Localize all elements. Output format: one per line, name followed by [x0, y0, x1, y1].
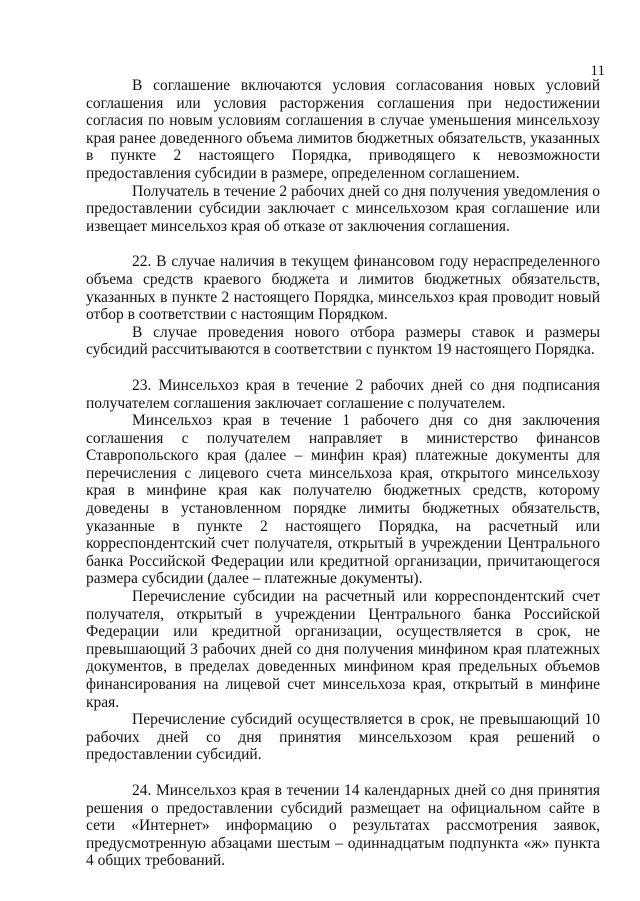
paragraph: Минсельхоз края в течение 1 рабочего дня со дня заключения соглашения с получателем направляет в министерство финансов Ставропольского края (далее – минфин края) платежные документы для перечисления с лицевого счета минсельхоза края, открытого минсельхозу края в минфине края как получателю бюджетных средств, которому доведены в установленном порядке лимиты бюджетных обязательств, указанные в пункте 2 настоящего Порядка, на расчетный или корреспондентский счет получателя, открытый в учреждении Центрального банка Российской Федерации или кредитной организации, причитающегося размера субсидии (далее – платежные документы).: [86, 412, 600, 588]
paragraph: Перечисление субсидии на расчетный или корреспондентский счет получателя, открытый в учреждении Центрального банка Российской Федерации или кредитной организации, осуществляется в срок, не превышающий 3 рабочих дней со дня получения минфином края платежных документов, в пределах доведенных минфином края предельных объемов финансирования на лицевой счет минсельхоза края, открытый в минфине края.: [86, 588, 600, 711]
paragraph: В случае проведения нового отбора размеры ставок и размеры субсидий рассчитываются в соответствии с пунктом 19 настоящего Порядка.: [86, 323, 600, 359]
paragraph: 22. В случае наличия в текущем финансовом году нераспределенного объема средств краевого бюджета и лимитов бюджетных обязательств, указанных в пункте 2 настоящего Порядка, минсельхоз края проводит новый отбор в соответствии с настоящим Порядком.: [86, 253, 600, 324]
page-number: 11: [590, 63, 605, 79]
section-24: [86, 782, 600, 870]
section-agreement-conditions: [86, 77, 600, 235]
paragraph: Перечисление субсидий осуществляется в срок, не превышающий 10 рабочих дней со дня принятия минсельхозом края решений о предоставлении субсидий.: [86, 711, 600, 764]
paragraph: Получатель в течение 2 рабочих дней со дня получения уведомления о предоставлении субсидии заключает с минсельхозом края соглашение или извещает минсельхоз края об отказе от заключения соглашения.: [86, 182, 600, 235]
paragraph: 24. Минсельхоз края в течении 14 календарных дней со дня принятия решения о предоставлении субсидий размещает на официальном сайте в сети «Интернет» информацию о результатах рассмотрения заявок, предусмотренную абзацами шестым – одиннадцатым подпункта «ж» пункта 4 общих требований.: [86, 781, 600, 870]
section-22: [86, 253, 600, 359]
paragraph: 23. Минсельхоз края в течение 2 рабочих дней со дня подписания получателем соглашения заключает соглашение с получателем.: [86, 376, 600, 412]
document-body: [86, 77, 600, 870]
paragraph: В соглашение включаются условия согласования новых условий соглашения или условия расторжения соглашения при недостижении согласия по новым условиям соглашения в случае уменьшения минсельхозу края ранее доведенного объема лимитов бюджетных обязательств, указанных в пункте 2 настоящего Порядка, приводящего к невозможности предоставления субсидии в размере, определенном соглашением.: [86, 77, 600, 182]
section-23: [86, 377, 600, 764]
